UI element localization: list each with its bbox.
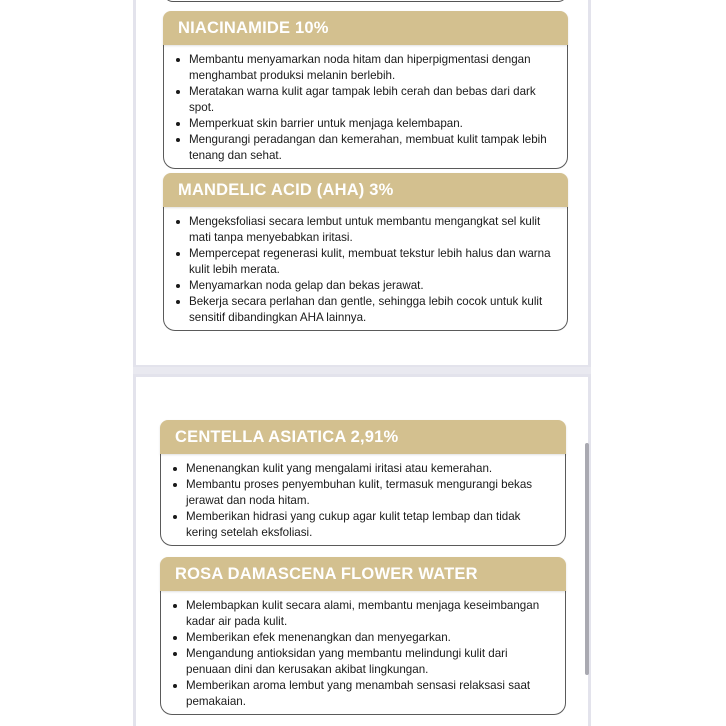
list-item: Memberikan hidrasi yang cukup agar kulit tetap lembap dan tidak kering setelah eksfoliasi. (186, 509, 551, 541)
list-item: Membantu proses penyembuhan kulit, termasuk mengurangi bekas jerawat dan noda hitam. (186, 477, 551, 509)
list-item: Menyamarkan noda gelap dan bekas jerawat. (189, 278, 553, 294)
benefit-list (186, 461, 551, 541)
ingredient-card-mandelic-acid (163, 173, 568, 331)
benefit-list (189, 214, 553, 326)
card-body (160, 452, 566, 546)
list-item: Mengurangi peradangan dan kemerahan, membuat kulit tampak lebih tenang dan sehat. (189, 132, 553, 164)
card-body (163, 43, 568, 169)
card-title: MANDELIC ACID (AHA) 3% (163, 173, 568, 207)
list-item: Mengandung antioksidan yang membantu melindungi kulit dari penuaan dini dan kerusakan akibat lingkungan. (186, 646, 551, 678)
list-item: Memperkuat skin barrier untuk menjaga kelembapan. (189, 116, 553, 132)
list-item: Mempercepat regenerasi kulit, membuat tekstur lebih halus dan warna kulit lebih merata. (189, 246, 553, 278)
previous-card-edge (163, 0, 568, 2)
list-item: Memberikan aroma lembut yang menambah sensasi relaksasi saat pemakaian. (186, 678, 551, 710)
ingredient-card-niacinamide (163, 11, 568, 169)
list-item: Meratakan warna kulit agar tampak lebih cerah dan bebas dari dark spot. (189, 84, 553, 116)
benefit-list (186, 598, 551, 710)
card-title: NIACINAMIDE 10% (163, 11, 568, 45)
list-item: Bekerja secara perlahan dan gentle, sehingga lebih cocok untuk kulit sensitif dibandingkan AHA lainnya. (189, 294, 553, 326)
card-body (160, 589, 566, 715)
card-title: CENTELLA ASIATICA 2,91% (160, 420, 566, 454)
scrollbar-thumb[interactable] (585, 443, 589, 675)
benefit-list (189, 52, 553, 164)
ingredient-card-centella-asiatica (160, 420, 566, 546)
ingredient-card-rosa-damascena (160, 557, 566, 715)
card-body (163, 205, 568, 331)
list-item: Membantu menyamarkan noda hitam dan hiperpigmentasi dengan menghambat produksi melanin berlebih. (189, 52, 553, 84)
list-item: Menenangkan kulit yang mengalami iritasi atau kemerahan. (186, 461, 551, 477)
list-item: Melembapkan kulit secara alami, membantu menjaga keseimbangan kadar air pada kulit. (186, 598, 551, 630)
list-item: Mengeksfoliasi secara lembut untuk membantu mengangkat sel kulit mati tanpa menyebabkan iritasi. (189, 214, 553, 246)
card-title: ROSA DAMASCENA FLOWER WATER (160, 557, 566, 591)
list-item: Memberikan efek menenangkan dan menyegarkan. (186, 630, 551, 646)
